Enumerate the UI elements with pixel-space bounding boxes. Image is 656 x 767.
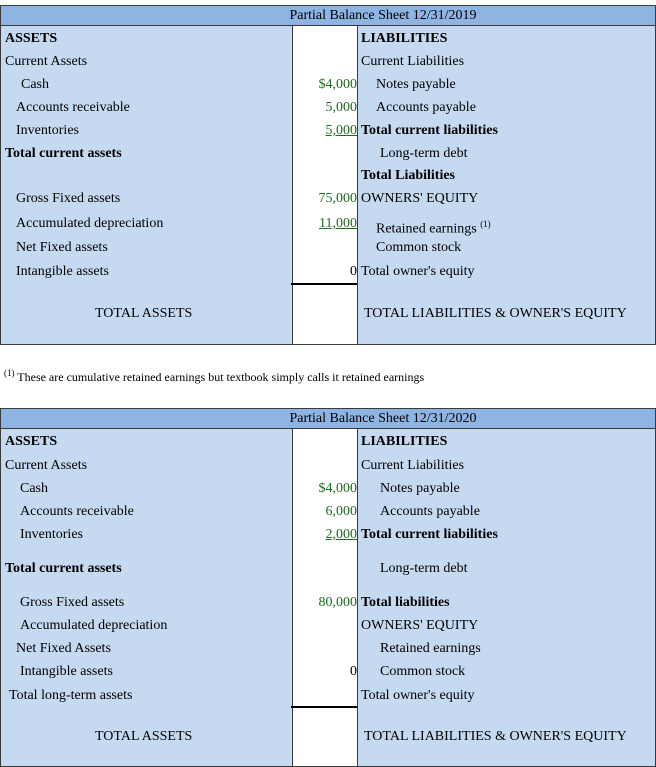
sheet1-total-liab-equity: TOTAL LIABILITIES & OWNER'S EQUITY xyxy=(364,306,627,321)
sheet2-intangible-value: 0 xyxy=(350,664,357,679)
sheet2-inventories-value: 2,000 xyxy=(325,527,357,542)
sheet1-notes-payable: Notes payable xyxy=(376,77,456,92)
sheet2-total-current-liabilities: Total current liabilities xyxy=(361,527,498,542)
sheet1-owners-equity: OWNERS' EQUITY xyxy=(361,191,479,206)
sheet2-assets-heading: ASSETS xyxy=(5,434,58,449)
sheet2-title: Partial Balance Sheet 12/31/2020 xyxy=(289,411,477,426)
sheet1-total-liabilities: Total Liabilities xyxy=(361,168,456,183)
sheet1-total-current-assets: Total current assets xyxy=(5,146,122,161)
sheet1-retained-earnings-label: Retained earnings xyxy=(376,221,477,237)
sheet2-notes-payable: Notes payable xyxy=(380,481,460,496)
sheet1-inventories-value: 5,000 xyxy=(325,123,357,138)
sheet1-long-term-debt: Long-term debt xyxy=(380,146,468,161)
sheet1-body xyxy=(0,26,656,345)
sheet1-values-column xyxy=(292,26,358,344)
sheet2-body xyxy=(0,429,656,767)
sheet1-cash-value: $4,000 xyxy=(318,77,357,92)
sheet2-accum-dep-label: Accumulated depreciation xyxy=(20,618,168,633)
sheet1-total-owners-equity: Total owner's equity xyxy=(361,264,475,279)
sheet2-inventories-label: Inventories xyxy=(20,527,83,542)
sheet2-total-long-term-assets: Total long-term assets xyxy=(9,688,133,703)
sheet1-accum-dep-value: 11,000 xyxy=(319,216,357,231)
sheet2-liabilities-heading: LIABILITIES xyxy=(361,434,448,449)
sheet1-common-stock: Common stock xyxy=(376,240,462,255)
sheet1-gross-fixed-value: 75,000 xyxy=(318,191,357,206)
sheet1-ar-value: 5,000 xyxy=(325,100,357,115)
sheet1-accounts-payable: Accounts payable xyxy=(376,100,476,115)
sheet1-ar-label: Accounts receivable xyxy=(16,100,130,115)
sheet2-total-rule xyxy=(291,706,357,708)
sheet1-inventories-label: Inventories xyxy=(16,123,79,138)
sheet2-long-term-debt: Long-term debt xyxy=(380,561,468,576)
sheet2-cash-value: $4,000 xyxy=(318,481,357,496)
sheet2-current-assets: Current Assets xyxy=(5,458,88,473)
sheet2-intangible-label: Intangible assets xyxy=(20,664,113,679)
sheet1-total-current-liabilities: Total current liabilities xyxy=(361,123,498,138)
sheet2-header xyxy=(0,408,656,429)
sheet2-cash-label: Cash xyxy=(20,481,48,496)
sheet1-gross-fixed-label: Gross Fixed assets xyxy=(16,191,121,206)
sheet1-accum-dep-label: Accumulated depreciation xyxy=(16,216,164,231)
sheet1-liabilities-heading: LIABILITIES xyxy=(361,31,448,46)
sheet2-total-owners-equity: Total owner's equity xyxy=(361,688,475,703)
sheet2-values-column xyxy=(292,429,358,766)
sheet1-header xyxy=(0,5,656,26)
sheet2-gross-fixed-value: 80,000 xyxy=(318,595,357,610)
sheet2-owners-equity: OWNERS' EQUITY xyxy=(361,618,479,633)
sheet2-total-current-assets: Total current assets xyxy=(5,561,122,576)
footnote-text: These are cumulative retained earnings but textbook simply calls it retained earnings xyxy=(14,370,425,384)
footnote-marker: (1) xyxy=(4,368,15,378)
sheet2-common-stock: Common stock xyxy=(380,664,466,679)
sheet1-retained-earnings xyxy=(376,215,491,239)
sheet2-total-assets: TOTAL ASSETS xyxy=(95,729,193,744)
sheet1-assets-heading: ASSETS xyxy=(5,31,58,46)
footnote xyxy=(4,368,424,385)
sheet2-total-liabilities: Total liabilities xyxy=(361,595,450,610)
sheet1-net-fixed-label: Net Fixed assets xyxy=(16,240,108,255)
sheet2-ar-label: Accounts receivable xyxy=(20,504,134,519)
sheet2-current-liabilities: Current Liabilities xyxy=(361,458,465,473)
sheet2-net-fixed-label: Net Fixed Assets xyxy=(16,641,111,656)
sheet1-title: Partial Balance Sheet 12/31/2019 xyxy=(289,8,477,23)
sheet1-current-liabilities: Current Liabilities xyxy=(361,54,465,69)
sheet2-accounts-payable: Accounts payable xyxy=(380,504,480,519)
sheet2-retained-earnings: Retained earnings xyxy=(380,641,481,656)
sheet1-intangible-value: 0 xyxy=(350,264,357,279)
sheet1-total-assets: TOTAL ASSETS xyxy=(95,306,193,321)
sheet1-current-assets: Current Assets xyxy=(5,54,88,69)
sheet1-total-rule xyxy=(291,283,357,285)
sheet2-gross-fixed-label: Gross Fixed assets xyxy=(20,595,125,610)
sheet1-cash-label: Cash xyxy=(21,77,49,92)
sheet2-ar-value: 6,000 xyxy=(325,504,357,519)
sheet2-total-liab-equity: TOTAL LIABILITIES & OWNER'S EQUITY xyxy=(364,729,627,744)
sheet1-retained-note-marker: (1) xyxy=(480,219,491,229)
sheet1-intangible-label: Intangible assets xyxy=(16,264,109,279)
